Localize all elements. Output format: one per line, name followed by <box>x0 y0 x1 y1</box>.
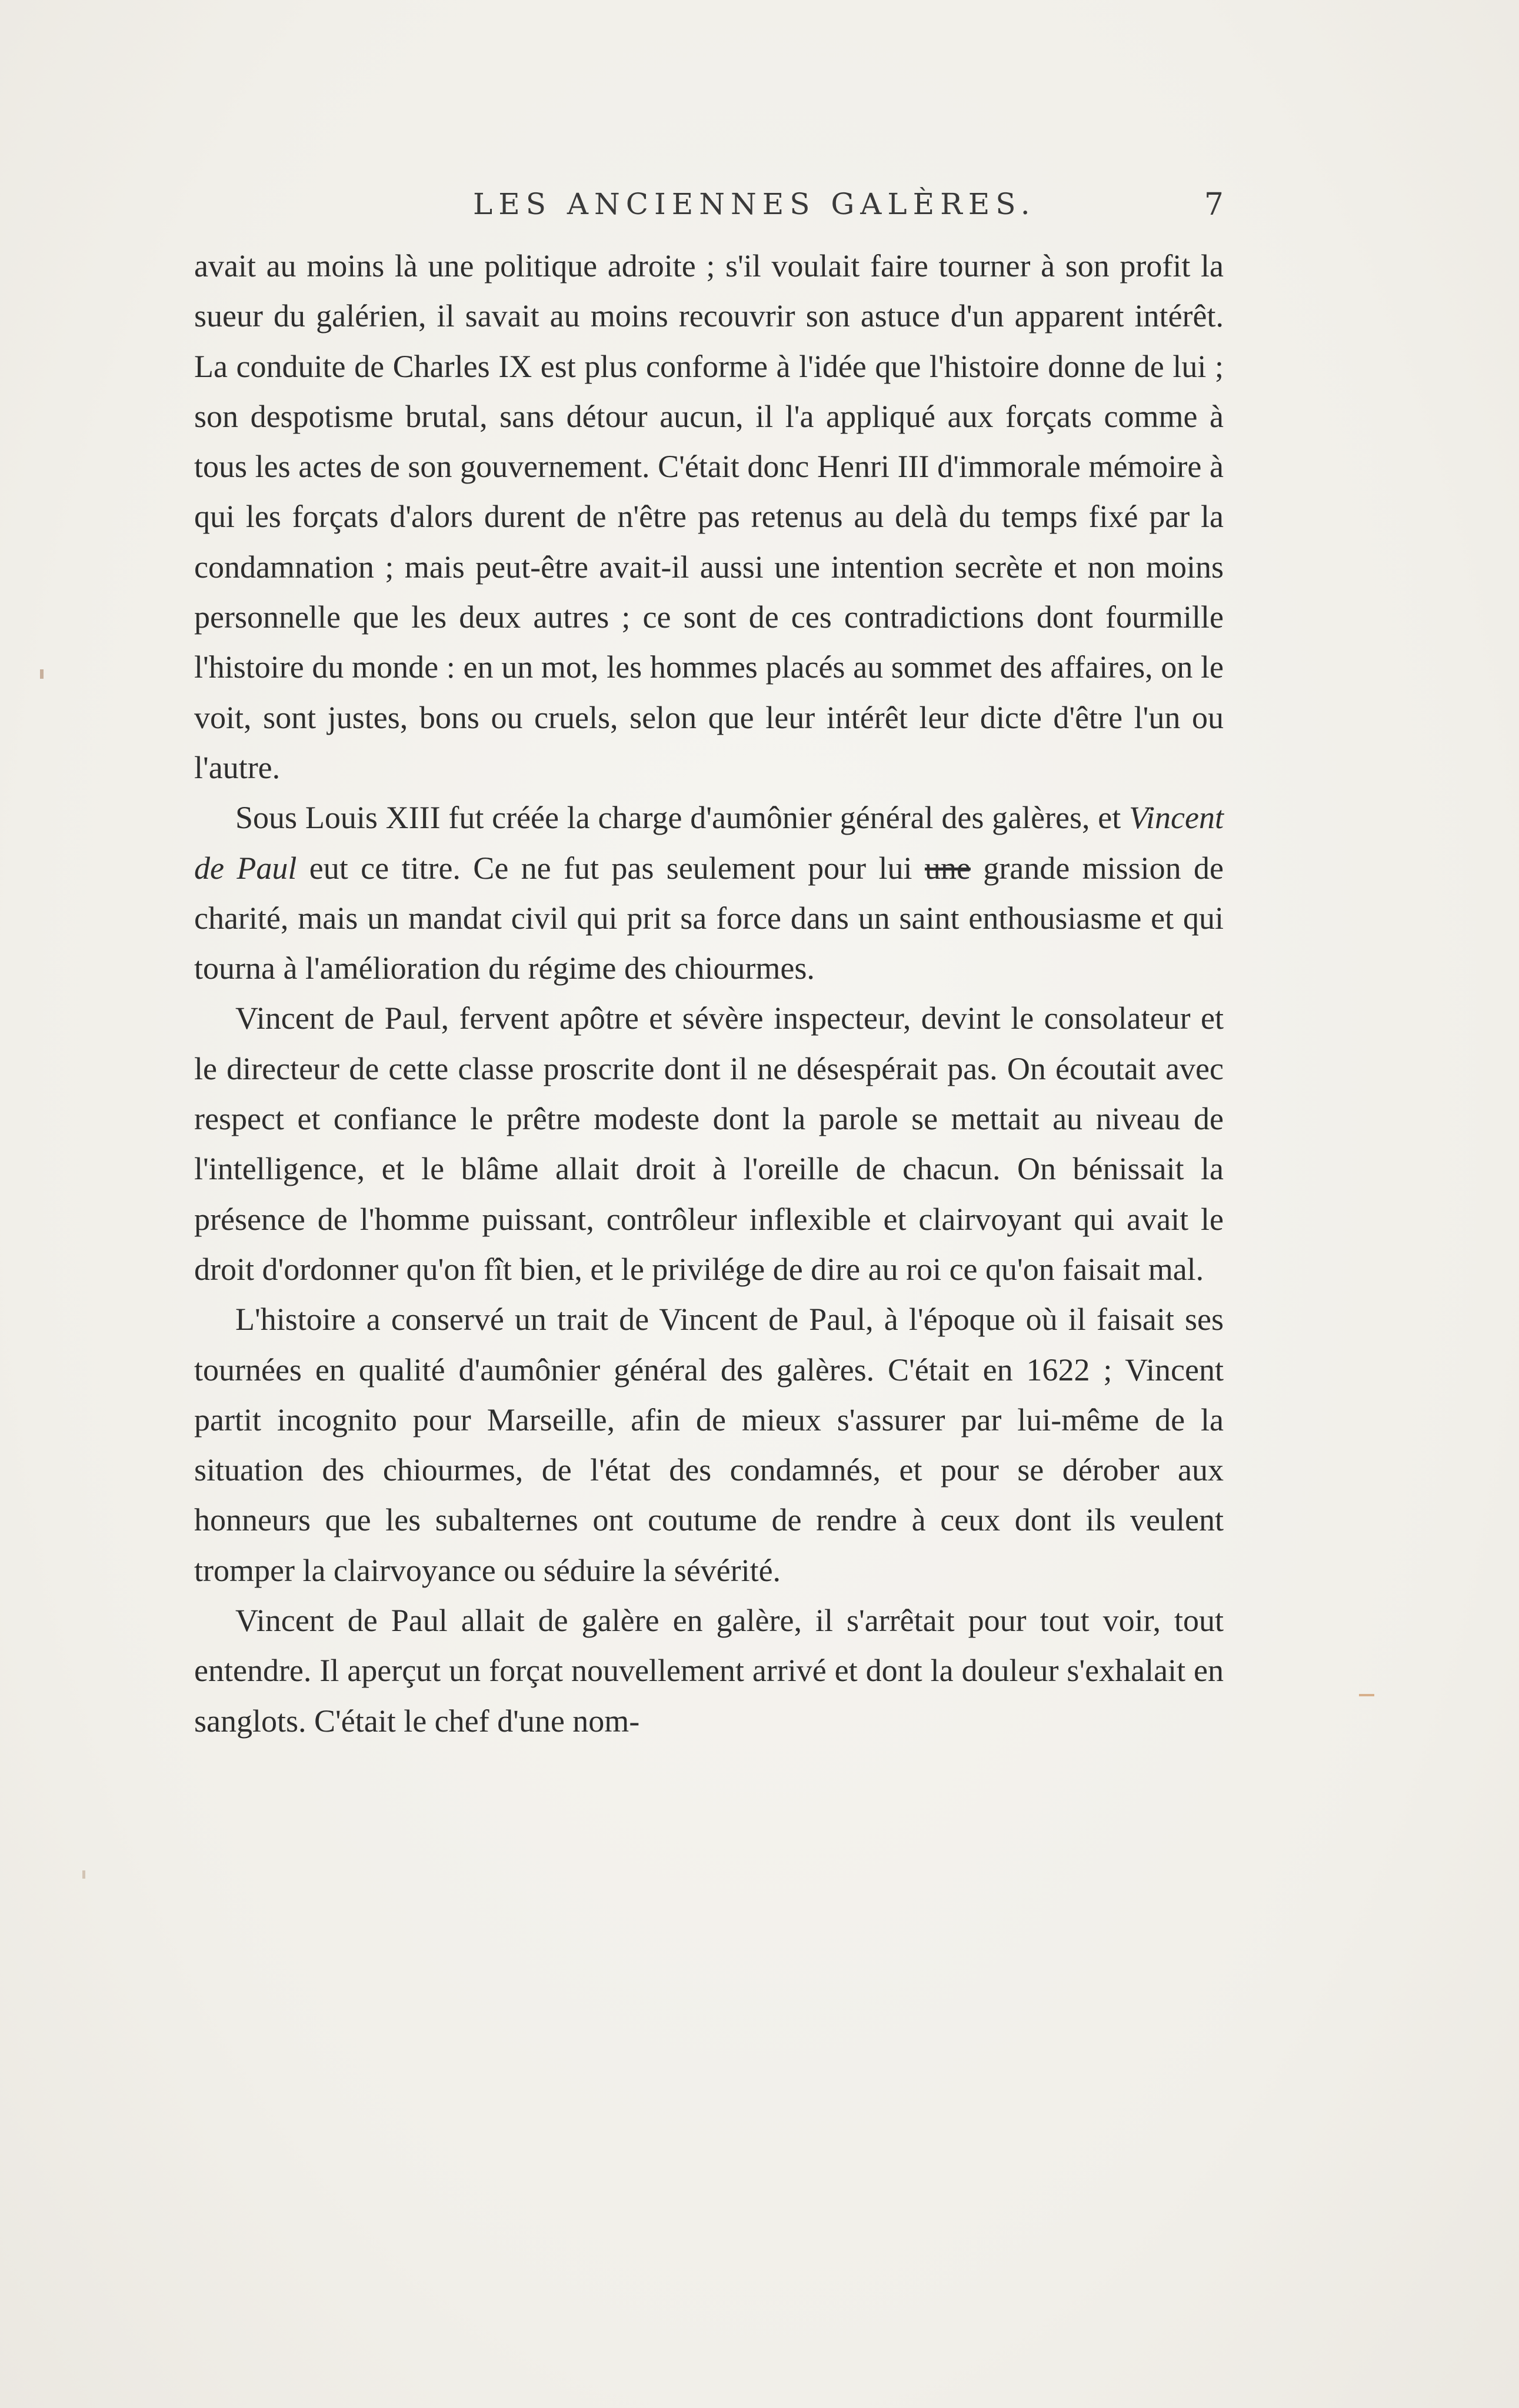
text-run: L'histoire a conservé un trait de Vincent de Paul, à l'époque où il faisait ses tournées en qualité d'aumônier général des galères. C'était en 1622 ; Vincent partit incognito pour Marseille, afin de mieux s'assurer par lui-même de la situation des chiourmes, de l'état des condamnés, et pour se dérober aux honneurs que les subalternes ont coutume de rendre à ceux dont ils veulent tromper la clairvoyance ou séduire la sévérité. <box>194 1302 1224 1588</box>
running-title: LES ANCIENNES GALÈRES. <box>473 187 1036 221</box>
text-run: Vincent de Paul allait de galère en galère, il s'arrêtait pour tout voir, tout entendre. Il aperçut un forçat nouvellement arrivé et dont la douleur s'exhalait en sanglots. C'était le chef d'une nom- <box>194 1603 1224 1739</box>
handwritten-name: Vincent de Paul <box>194 800 1224 886</box>
text-run: avait au moins là une politique adroite ; s'il voulait faire tourner à son profit la sueur du galérien, il savait au moins recouvrir son astuce d'un apparent intérêt. La conduite de Charles IX est plus conforme à l'idée que l'histoire donne de lui ; son despotisme brutal, sans détour aucun, il l'a appliqué aux forçats comme à tous les actes de son gouvernement. C'était donc Henri III d'immorale mémoire à qui les forçats d'alors durent de n'être pas retenus au delà du temps fixé par la condamnation ; mais peut-être avait-il aussi une intention secrète et non moins personnelle que les deux autres ; ce sont de ces contradictions dont fourmille l'histoire du monde : en un mot, les hommes placés au sommet des affaires, on le voit, sont justes, bons ou cruels, selon que leur intérêt leur dicte d'être l'un ou l'autre. <box>194 248 1224 785</box>
margin-mark <box>82 1870 85 1879</box>
paragraph <box>194 241 1224 793</box>
text-run: Vincent de Paul, fervent apôtre et sévère inspecteur, devint le consolateur et le directeur de cette classe proscrite dont il ne désespérait pas. On écoutait avec respect et confiance le prêtre modeste dont la parole se mettait au niveau de l'intelligence, et le blâme allait droit à l'oreille de chacun. On bénissait la présence de l'homme puissant, contrôleur inflexible et clairvoyant qui avait le droit d'ordonner qu'on fît bien, et le privilége de dire au roi ce qu'on faisait mal. <box>194 1000 1224 1287</box>
page-header <box>194 187 1224 234</box>
paragraph <box>194 1596 1224 1746</box>
paragraph <box>194 993 1224 1295</box>
text-run: eut ce titre. Ce ne fut pas seulement pour lui <box>297 850 925 886</box>
paragraph <box>194 1295 1224 1596</box>
text-run: Sous Louis XIII fut créée la charge d'aumônier général des galères, et <box>235 800 1130 836</box>
paragraph <box>194 793 1224 993</box>
struck-word: une <box>924 850 971 886</box>
text-run: grande mission de charité, mais un mandat civil qui prit sa force dans un saint enthousiasme et qui tourna à l'amélioration du régime des chiourmes. <box>194 850 1224 986</box>
body-text <box>194 241 1224 1746</box>
page-number: 7 <box>1204 187 1224 222</box>
margin-mark <box>1359 1694 1374 1696</box>
margin-mark <box>40 669 44 679</box>
